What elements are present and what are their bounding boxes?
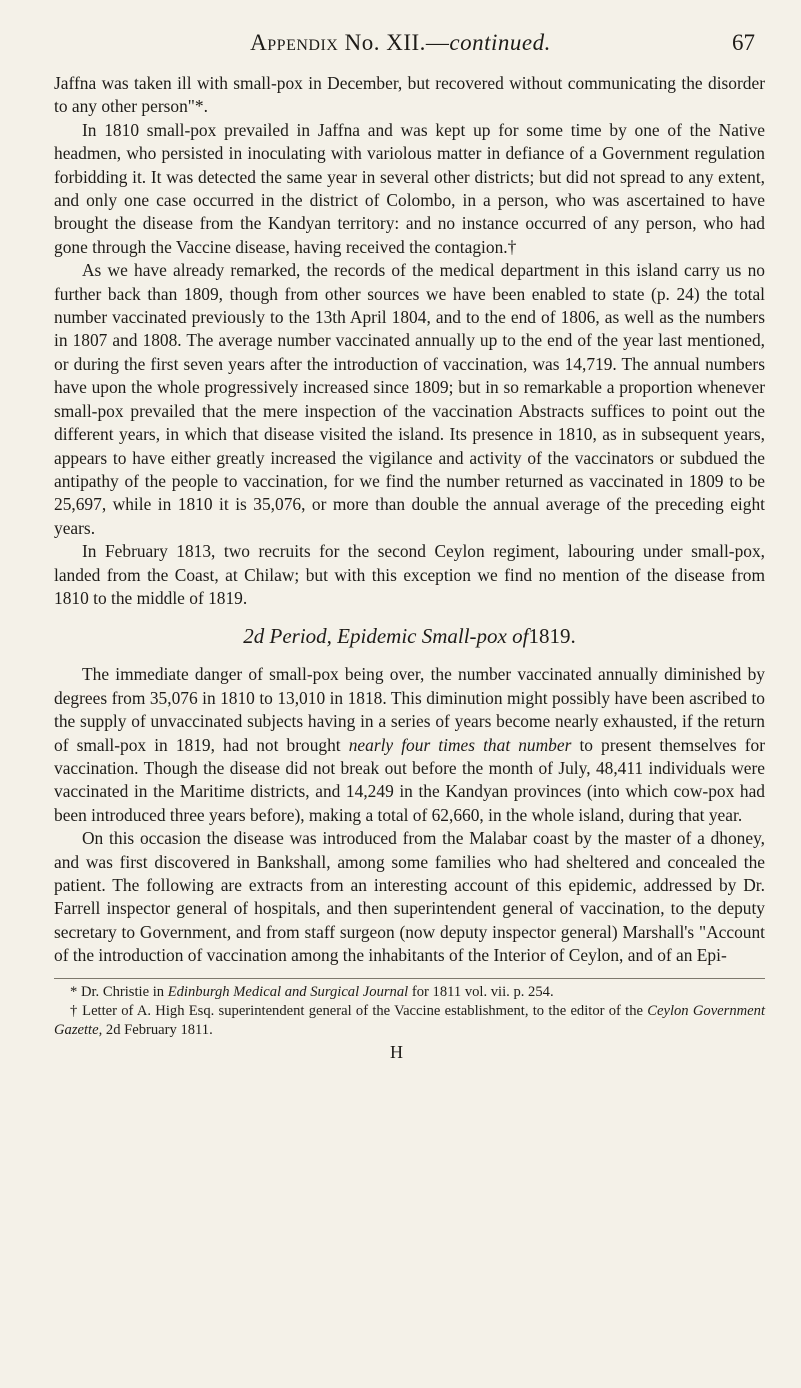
page-number: 67: [732, 30, 755, 55]
paragraph-malabar-coast: On this occasion the disease was introduced from the Malabar coast by the master of a dhoney, and was first discovered in Bankshall, among some families who had sheltered and concealed the patient. The following are extracts from an interesting account of this epidemic, addressed by Dr. Farrell inspector general of hospitals, and then superintendent general of vaccination, to the deputy secretary to Government, and from staff surgeon (now deputy inspector general) Marshall's "Account of the introduction of vaccination among the inhabitants of the Interior of Ceylon, and of an Epi-: [54, 828, 765, 966]
footnote-high-letter: [54, 1002, 765, 1040]
appendix-number: No. XII.: [344, 30, 426, 55]
paragraph-1813-recruits: In February 1813, two recruits for the second Ceylon regiment, labouring under small-pox, landed from the Coast, at Chilaw; but with this exception we find no mention of the disease from 1810 to the middle of 1819.: [54, 541, 765, 608]
appendix-label: Appendix: [250, 30, 339, 55]
section-heading-year: 1819.: [528, 624, 576, 649]
paragraph-immediate-danger-b: to present themselves for vaccination. Though the disease did not break out before the month of July, 48,411 individuals were vaccinated in the Maritime districts, and 14,249 in the Kandyan provinces (into which cow-pox had been introduced three years before), making a total of 62,660, in the whole island, during that year.: [54, 734, 765, 825]
footnote-christie: [54, 983, 765, 1002]
section-heading-text: 2d Period, Epidemic Small-pox of: [243, 624, 529, 649]
paragraph-immediate-danger-a: The immediate danger of small-pox being over, the number vaccinated annually diminished by degrees from 35,076 in 1810 to 13,010 in 1818. This diminution might possibly have been ascribed to the supply of unvaccinated subjects having in a series of years become nearly exhausted, if the return of small-pox in 1819, had not brought: [54, 664, 765, 755]
footnotes: [54, 978, 765, 1063]
footnote-high-letter-a: † Letter of A. High Esq. superintendent general of the Vaccine establishment, to the editor of the: [70, 1002, 643, 1019]
section-heading: [54, 624, 765, 649]
footnote-christie-b: for 1811 vol. vii. p. 254.: [411, 983, 554, 1000]
running-head: [0, 30, 801, 56]
paragraph-records: As we have already remarked, the records of the medical department in this island carry us no further back than 1809, though from other sources we have been enabled to state (p. 24) the total number vaccinated previously to the 13th April 1804, and to the end of 1806, as well as the numbers in 1807 and 1808. The average number vaccinated annually up to the end of the year last mentioned, or during the first seven years after the introduction of vaccination, was 14,719. The annual numbers have upon the whole progressively increased since 1809; but in so remarkable a proportion whenever small-pox prevailed that the mere inspection of the vaccination Abstracts suffices to point out the different years, in which that disease visited the island. Its presence in 1810, as in subsequent years, appears to have either greatly increased the vigilance and activity of the vaccinators or subdued the antipathy of the people to vaccination, for we find the number returned as vaccinated in 1809 to be 25,697, while in 1810 it is 35,076, or more than double the annual average of the preceding eight years.: [54, 260, 765, 538]
paragraph-jaffna-1809: Jaffna was taken ill with small-pox in December, but recovered without communicating the disorder to any other person"*.: [54, 73, 765, 117]
footnote-christie-a: * Dr. Christie in: [70, 983, 165, 1000]
running-head-dash: —: [425, 30, 450, 55]
footnote-high-letter-gazette: Ceylon Government Gazette,: [54, 1002, 765, 1038]
footnote-christie-journal: Edinburgh Medical and Surgical Journal: [167, 983, 409, 1000]
emphasis-nearly-four-times: nearly four times that number: [348, 734, 572, 755]
footnote-high-letter-b: 2d February 1811.: [105, 1021, 213, 1038]
paragraph-immediate-danger: [54, 663, 765, 827]
continued-label: continued.: [449, 30, 551, 55]
signature-mark: H: [390, 1041, 403, 1062]
paragraph-1810-smallpox: In 1810 small-pox prevailed in Jaffna and was kept up for some time by one of the Native headmen, who persisted in inoculating with variolous matter in defiance of a Government regulation forbidding it. It was detected the same year in several other districts; but did not spread to any extent, and only one case occurred in the district of Colombo, in a person, who was ascertained to have brought the disease from the Kandyan territory: and no instance occurred of any person, who had gone through the Vaccine disease, having received the contagion.†: [54, 119, 765, 257]
